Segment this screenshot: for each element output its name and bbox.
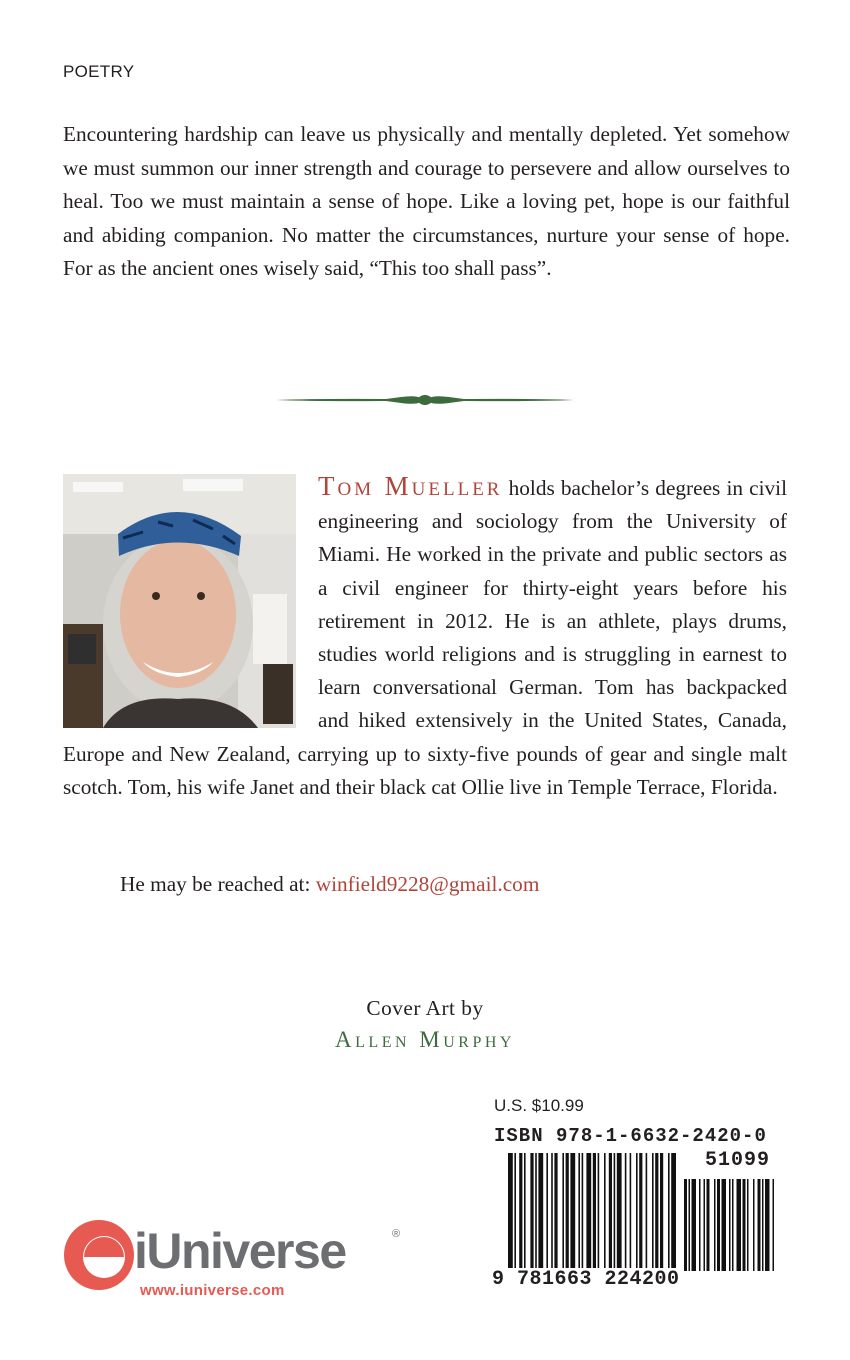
author-photo [63, 474, 296, 728]
contact-line [120, 872, 539, 897]
isbn-label: ISBN 978-1-6632-2420-0 [494, 1125, 767, 1147]
author-name: Tom Mueller [318, 471, 503, 501]
publisher-registered-mark: ® [392, 1228, 401, 1240]
author-bio-text: holds bachelor’s degrees in civil engineering and sociology from the University of Miami. He worked in the private and public sectors as a civil engineer for thirty-eight years before his retirement in 2012. He is an athlete, plays drums, studies world religions and is struggling in earnest to learn conversational German. Tom has backpacked and hiked extensively in the United States, Canada, Europe and New Zealand, carrying up to sixty-five pounds of gear and single malt scotch. Tom, his wife Janet and their black cat Ollie live in Temple Terrace, Florida. [63, 476, 787, 799]
publisher-url: www.iuniverse.com [140, 1282, 285, 1299]
book-blurb: Encountering hardship can leave us physically and mentally depleted. Yet somehow we must summon our inner strength and courage to persevere and allow ourselves to heal. Too we must maintain a sense of hope. Like a loving pet, hope is our faithful and abiding companion. No matter the circumstances, nurture your sense of hope. For as the ancient ones wisely said, “This too shall pass”. [63, 122, 790, 281]
ornament-divider-icon [276, 390, 574, 410]
iuniverse-logo-icon [62, 1217, 137, 1292]
price-code: 51099 [705, 1149, 771, 1172]
price-label: U.S. $10.99 [494, 1096, 584, 1115]
publisher-name: iUniverse [134, 1223, 346, 1279]
barcode-digits: 9 781663 224200 [492, 1268, 680, 1291]
cover-art-label: Cover Art by [366, 996, 484, 1020]
email-link[interactable]: winfield9228@gmail.com [315, 872, 540, 896]
genre-label: POETRY [63, 62, 135, 81]
contact-label: He may be reached at: [120, 872, 316, 896]
cover-artist-name: Allen Murphy [335, 1027, 515, 1052]
